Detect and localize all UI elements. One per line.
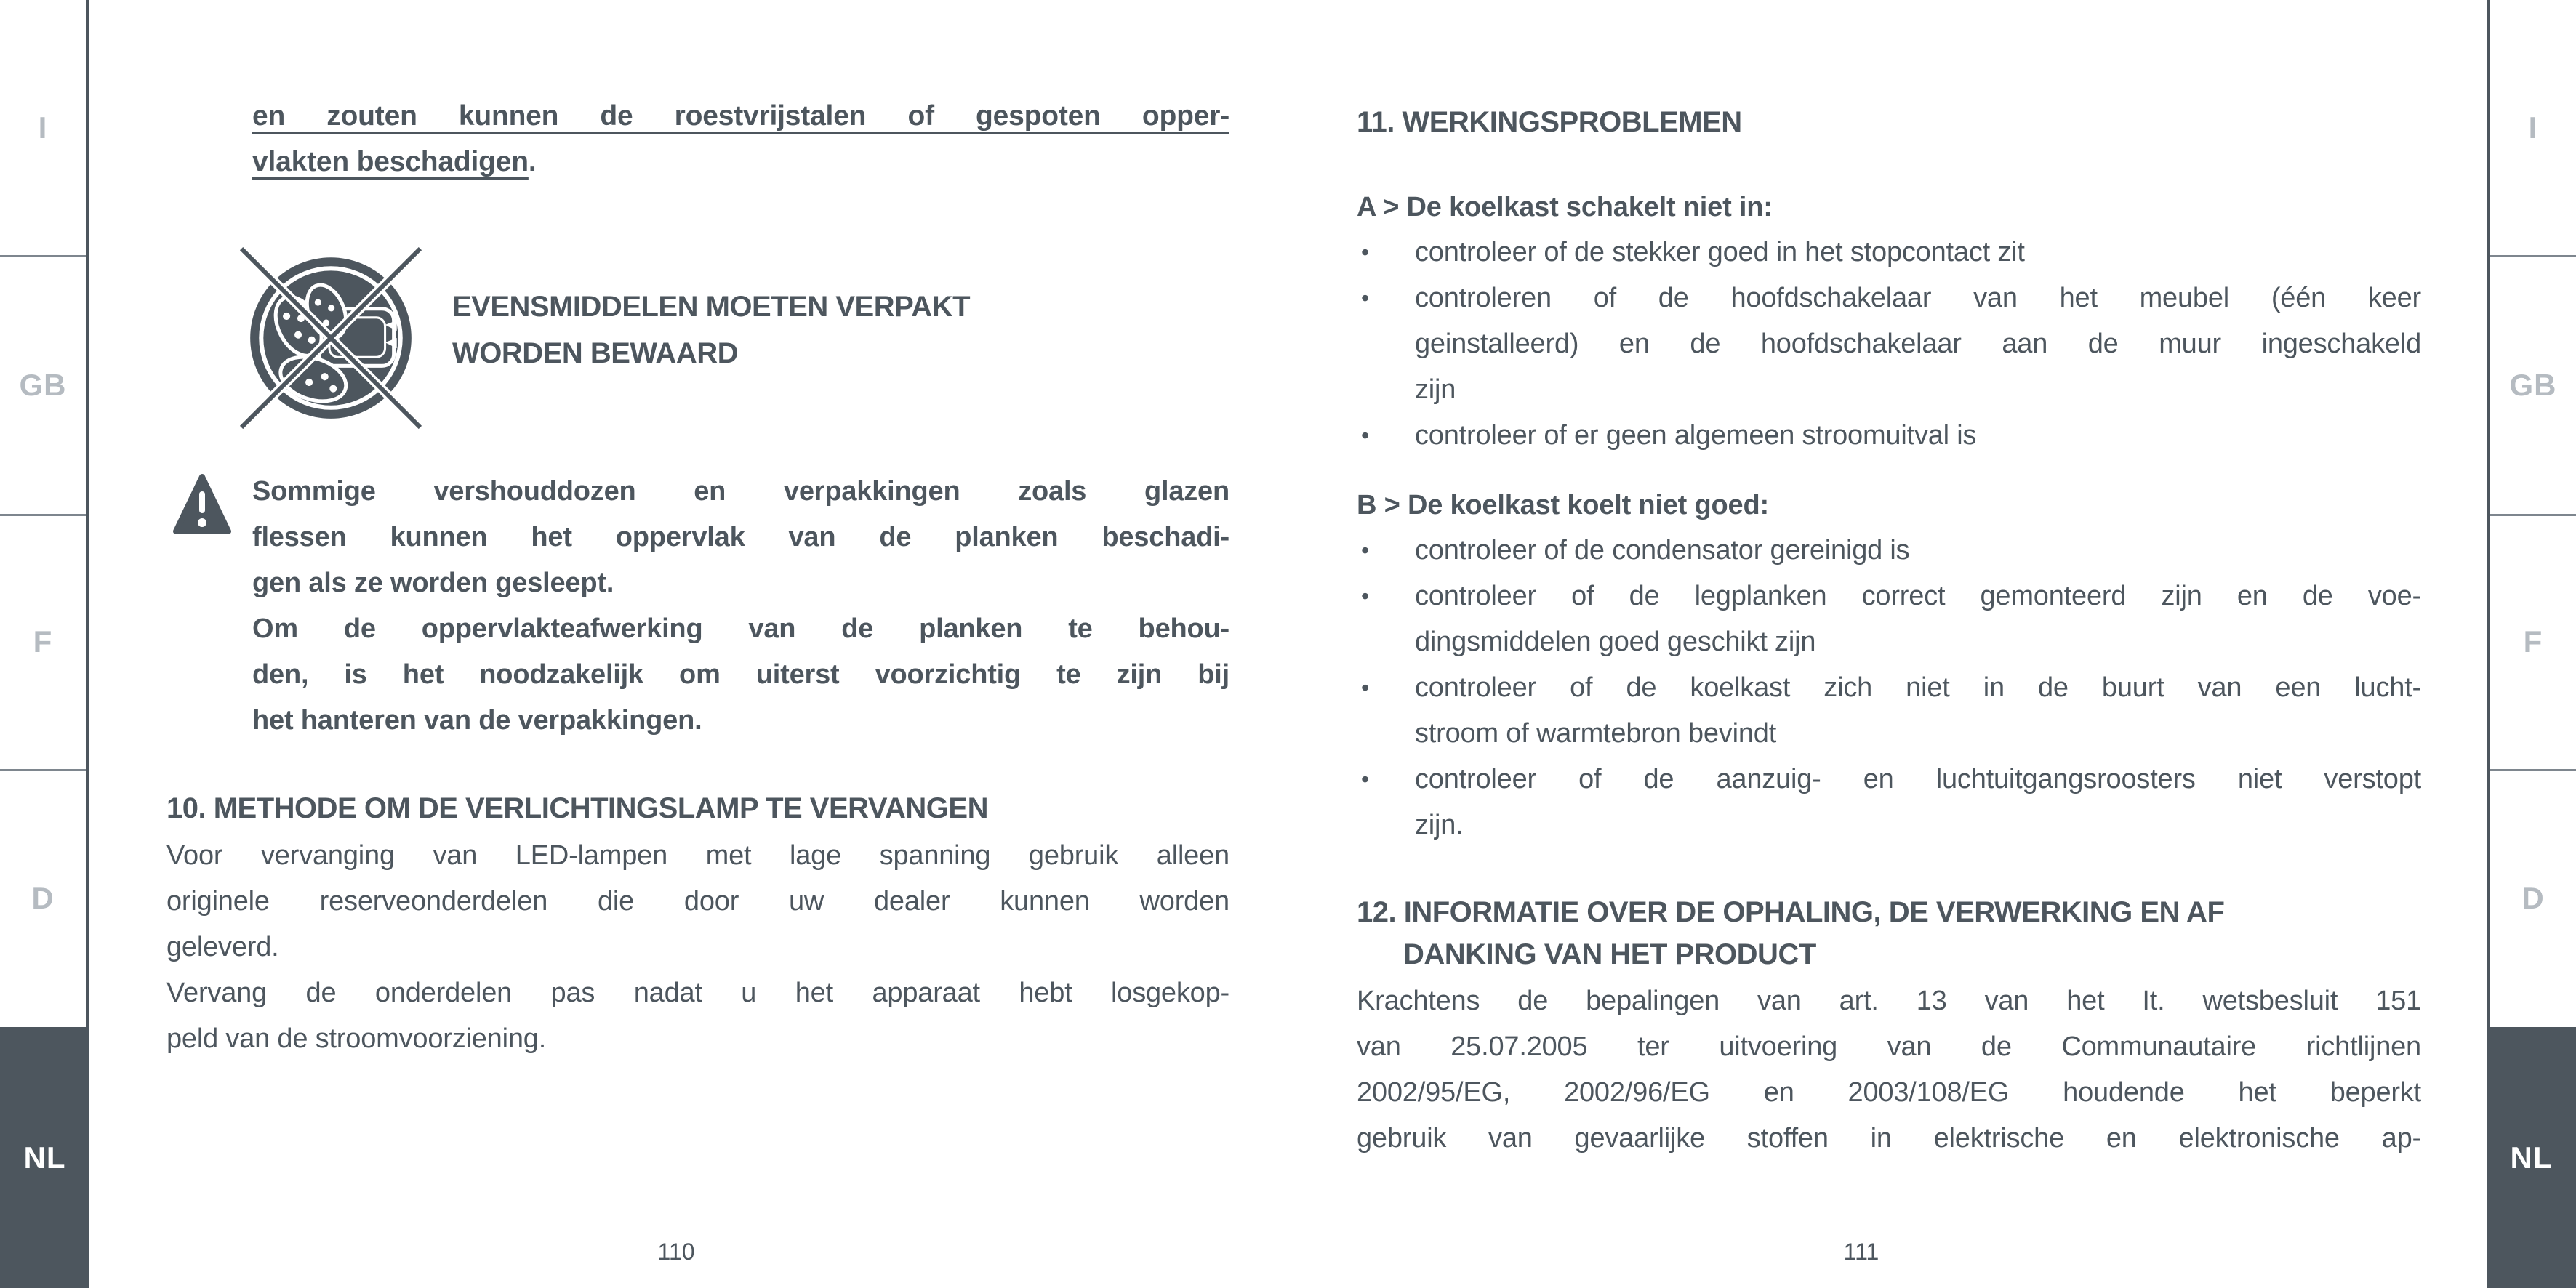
section-12-line: Krachtens de bepalingen van art. 13 van het It. wetsbesluit 151 xyxy=(1357,986,2421,1016)
bullet-text: geinstalleerd) en de hoofdschakelaar aan de muur ingeschakeld xyxy=(1415,329,2421,359)
bullet-icon: • xyxy=(1361,537,1370,563)
warning-line: het hanteren van de verpakkingen. xyxy=(252,705,702,736)
language-tab-d: D xyxy=(31,881,55,915)
section-10-body xyxy=(166,833,1229,1062)
language-tab-f: F xyxy=(33,624,53,659)
section-10-line: Voor vervanging van LED-lampen met lage spanning gebruik alleen xyxy=(166,840,1229,871)
rail-divider xyxy=(2490,255,2576,257)
bullet-text: zijn. xyxy=(1415,810,1464,840)
packaging-caption-line1: EVENSMIDDELEN MOETEN VERPAKT xyxy=(452,291,970,323)
list-item xyxy=(1357,711,2421,757)
language-tab-nl-label: NL xyxy=(23,1140,66,1175)
list-item xyxy=(1357,275,2421,321)
bullet-text: controleer of de koelkast zich niet in de buurt van een lucht- xyxy=(1415,672,2421,703)
bullet-icon: • xyxy=(1361,422,1370,448)
list-item xyxy=(1357,367,2421,413)
bullet-list-b xyxy=(1357,528,2421,848)
bullet-icon: • xyxy=(1361,583,1370,609)
bullet-text: controleren of de hoofdschakelaar van het meubel (één keer xyxy=(1415,283,2421,313)
bullet-text: controleer of de aanzuig- en luchtuitgangsroosters niet verstopt xyxy=(1415,764,2421,794)
language-tab-gb: GB xyxy=(19,368,67,402)
section-12-line: gebruik van gevaarlijke stoffen in elektrische en elektronische ap- xyxy=(1357,1123,2421,1154)
language-tab-f: F xyxy=(2523,624,2543,659)
warning-triangle-icon xyxy=(172,471,232,536)
warning-text xyxy=(252,469,1229,744)
warning-line: gen als ze worden gesleept. xyxy=(252,568,614,598)
language-tab-nl-label: NL xyxy=(2510,1140,2553,1175)
warning-line: den, is het noodzakelijk om uiterst voorzichtig te zijn bij xyxy=(252,659,1229,690)
list-item xyxy=(1357,321,2421,367)
intro-heading-line1: en zouten kunnen de roestvrijstalen of gespoten opper- xyxy=(252,100,1229,132)
bullet-text: controleer of de condensator gereinigd is xyxy=(1415,535,1910,565)
section-10-heading: 10. METHODE OM DE VERLICHTINGSLAMP TE VERVANGEN xyxy=(166,792,988,824)
intro-heading-line2: vlakten beschadigen xyxy=(252,146,529,177)
list-item xyxy=(1357,665,2421,711)
list-item xyxy=(1357,573,2421,619)
intro-heading-period: . xyxy=(528,146,537,177)
section-11-heading: 11. WERKINGSPROBLEMEN xyxy=(1357,106,1742,138)
list-item xyxy=(1357,413,2421,459)
list-item xyxy=(1357,619,2421,665)
section-10-line: Vervang de onderdelen pas nadat u het apparaat hebt losgekop- xyxy=(166,978,1229,1008)
section-12-body xyxy=(1357,978,2421,1162)
bullet-list-a xyxy=(1357,230,2421,459)
rail-divider xyxy=(2490,514,2576,516)
rail-divider xyxy=(2490,769,2576,771)
bullet-text: zijn xyxy=(1415,374,1456,405)
page-number-right: 111 xyxy=(1843,1239,1879,1265)
language-tab-gb: GB xyxy=(2509,368,2557,402)
warning-line: Om de oppervlakteafwerking van de planken te behou- xyxy=(252,613,1229,644)
rail-divider xyxy=(0,514,86,516)
bullet-text: controleer of de stekker goed in het stopcontact zit xyxy=(1415,237,2025,267)
language-tab-d: D xyxy=(2521,881,2545,915)
packaging-caption xyxy=(452,283,970,377)
warning-line: Sommige vershouddozen en verpakkingen zoals glazen xyxy=(252,476,1229,507)
warning-line: flessen kunnen het oppervlak van de planken beschadi- xyxy=(252,522,1229,552)
bullet-text: stroom of warmtebron bevindt xyxy=(1415,718,1777,749)
section-12-heading-line1: 12. INFORMATIE OVER DE OPHALING, DE VERWERKING EN AF xyxy=(1357,896,2225,928)
list-item xyxy=(1357,757,2421,802)
page-number-left: 110 xyxy=(657,1239,695,1265)
intro-heading xyxy=(252,93,1229,185)
language-tab-nl-active xyxy=(2487,1027,2576,1288)
section-12-heading xyxy=(1357,891,2421,975)
bullet-icon: • xyxy=(1361,766,1370,792)
language-tab-i: I xyxy=(38,110,48,145)
rail-divider xyxy=(0,769,86,771)
section-10-line: originele reserveonderdelen die door uw dealer kunnen worden xyxy=(166,886,1229,917)
no-unpackaged-food-icon xyxy=(234,238,428,432)
list-item xyxy=(1357,230,2421,275)
section-10-line: peld van de stroomvoorziening. xyxy=(166,1023,547,1054)
section-12-line: 2002/95/EG, 2002/96/EG en 2003/108/EG houdende het beperkt xyxy=(1357,1077,2421,1108)
rail-divider xyxy=(0,255,86,257)
bullet-icon: • xyxy=(1361,285,1370,311)
section-12-heading-line2: DANKING VAN HET PRODUCT xyxy=(1403,938,1816,970)
block-a-title: A > De koelkast schakelt niet in: xyxy=(1357,192,1773,222)
section-10-line: geleverd. xyxy=(166,932,279,962)
block-b-title: B > De koelkast koelt niet goed: xyxy=(1357,490,1769,520)
list-item xyxy=(1357,528,2421,573)
bullet-text: controleer of de legplanken correct gemonteerd zijn en de voe- xyxy=(1415,581,2421,611)
language-tab-i: I xyxy=(2528,110,2538,145)
bullet-icon: • xyxy=(1361,675,1370,701)
language-tab-nl-active xyxy=(0,1027,89,1288)
list-item xyxy=(1357,802,2421,848)
bullet-text: controleer of er geen algemeen stroomuitval is xyxy=(1415,420,1977,451)
bullet-icon: • xyxy=(1361,239,1370,265)
packaging-caption-line2: WORDEN BEWAARD xyxy=(452,337,738,369)
bullet-text: dingsmiddelen goed geschikt zijn xyxy=(1415,627,1816,657)
section-12-line: van 25.07.2005 ter uitvoering van de Communautaire richtlijnen xyxy=(1357,1031,2421,1062)
